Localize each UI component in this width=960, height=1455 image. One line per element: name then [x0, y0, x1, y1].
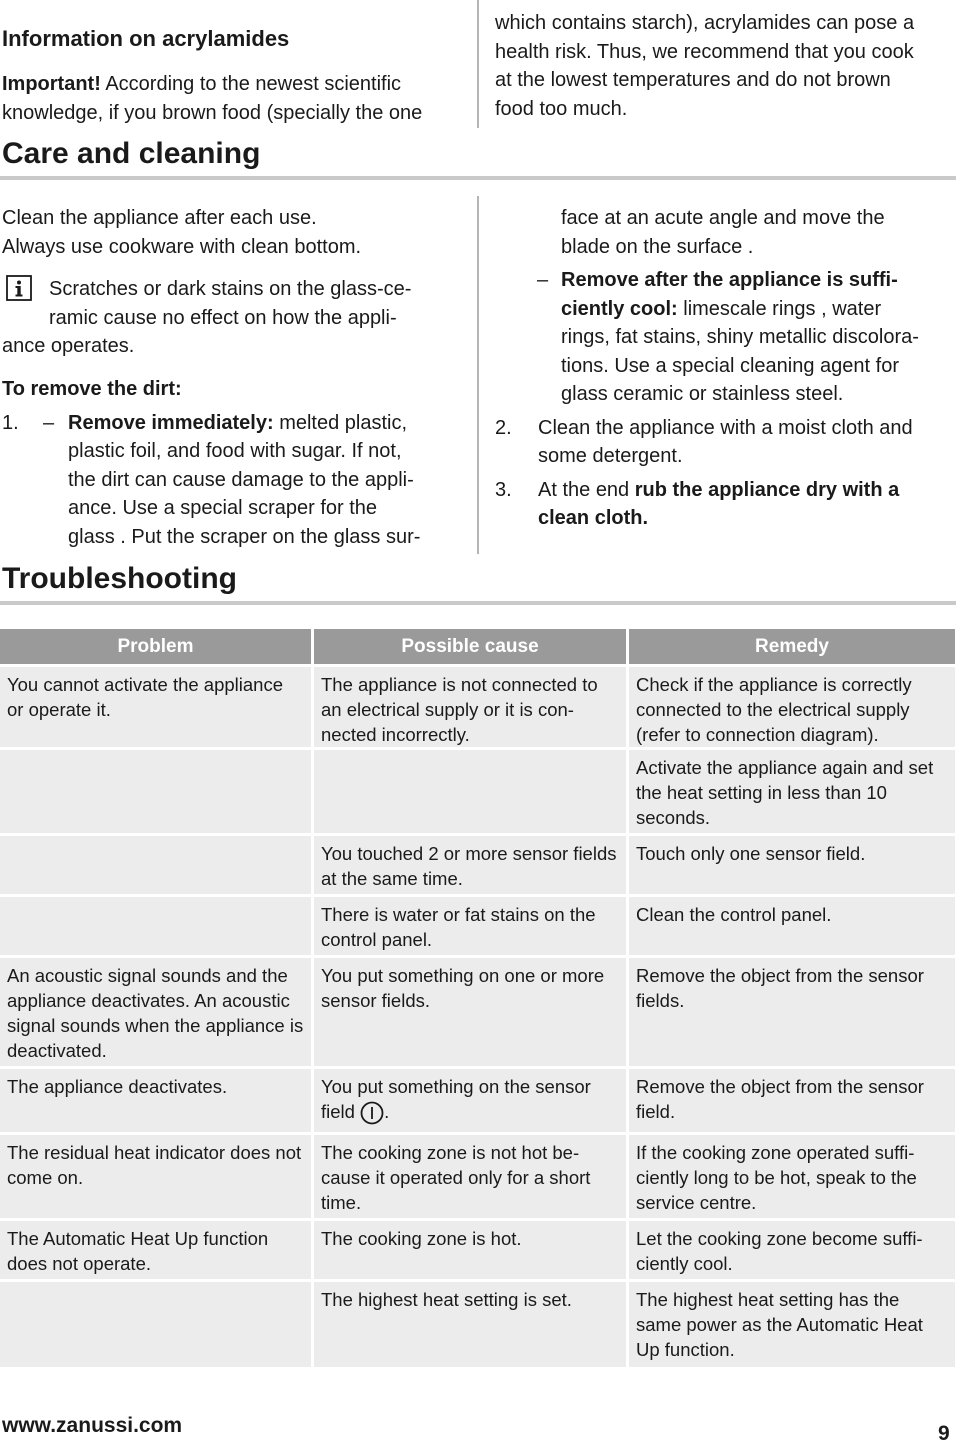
remedy-cell: Remove the object from the sensor fields. [629, 958, 955, 1066]
section-rule [0, 601, 956, 605]
step-line: At the end [538, 478, 635, 501]
step-3 [495, 476, 957, 533]
cause-cell [314, 750, 626, 833]
table-row [0, 667, 956, 747]
header-problem: Problem [0, 629, 311, 664]
step-bold-label: rub the appliance dry with a [634, 478, 900, 501]
problem-cell: An acoustic signal sounds and the appliance deactivates. An acoustic signal sounds when the appliance is deactivated. [0, 958, 311, 1066]
step-line: face at an acute angle and move the [561, 207, 885, 229]
cause-cell: The cooking zone is not hot be- cause it operated only for a short time. [314, 1135, 626, 1218]
troubleshooting-title: Troubleshooting [2, 562, 237, 595]
problem-cell: The Automatic Heat Up function does not operate. [0, 1221, 311, 1279]
acrylamides-text-right [495, 9, 957, 123]
cause-cell: You touched 2 or more sensor fields at the same time. [314, 836, 626, 894]
note-line: Scratches or dark stains on the glass-ce- [49, 278, 412, 300]
step-bold-label: clean cloth. [538, 507, 649, 529]
step-bold-label: ciently cool: [561, 297, 678, 320]
acrylamides-line: health risk. Thus, we recommend that you cook [495, 40, 914, 63]
section-rule [0, 176, 956, 180]
acrylamides-line: food too much. [495, 97, 628, 120]
step-line: ance. Use a special scraper for the [68, 497, 378, 519]
troubleshooting-table [0, 629, 956, 1370]
care-intro-line: Always use cookware with clean bottom. [2, 235, 362, 258]
acrylamides-line: According to the newest scientific [100, 73, 402, 95]
remedy-cell: Clean the control panel. [629, 897, 955, 955]
remedy-cell: Activate the appliance again and set the heat setting in less than 10 seconds. [629, 750, 955, 833]
step-line: Clean the appliance with a moist cloth and [538, 416, 913, 439]
info-note [2, 275, 472, 361]
note-line: ramic cause no effect on how the appli- [49, 306, 397, 329]
table-row [0, 1069, 956, 1132]
column-divider [477, 196, 479, 554]
step-line: some detergent. [538, 445, 683, 467]
table-row [0, 750, 956, 833]
table-row [0, 958, 956, 1066]
cause-cell: There is water or fat stains on the control panel. [314, 897, 626, 955]
step-line: glass . Put the scraper on the glass sur- [68, 525, 421, 548]
power-icon [360, 1101, 384, 1125]
problem-cell [0, 1282, 311, 1367]
page-number: 9 [938, 1422, 950, 1445]
remedy-cell: Touch only one sensor field. [629, 836, 955, 894]
care-right-column [495, 204, 957, 533]
header-remedy: Remedy [629, 629, 955, 664]
care-title: Care and cleaning [2, 137, 261, 170]
step-line: rings, fat stains, shiny metallic discolora- [561, 326, 919, 348]
step-line: the dirt can cause damage to the appli- [68, 468, 414, 491]
remedy-cell: The highest heat setting has the same power as the Automatic Heat Up function. [629, 1282, 955, 1367]
dash-bullet: – [43, 411, 55, 434]
step-number: 3. [495, 478, 512, 501]
remove-dirt-title: To remove the dirt: [2, 377, 182, 400]
step-1 [2, 409, 472, 552]
step-line: blade on the surface . [561, 235, 754, 258]
care-left-column [2, 204, 472, 551]
care-intro-line: Clean the appliance after each use. [2, 207, 317, 229]
step-number: 1. [2, 411, 19, 434]
acrylamides-text-left [2, 70, 472, 127]
problem-cell: You cannot activate the appliance or operate it. [0, 667, 311, 747]
cause-cell: The appliance is not connected to an electrical supply or it is con- nected incorrectly. [314, 667, 626, 747]
problem-cell [0, 897, 311, 955]
table-row [0, 1135, 956, 1218]
step-1b [495, 266, 957, 409]
header-cause: Possible cause [314, 629, 626, 664]
cause-cell [314, 1069, 626, 1132]
table-row [0, 1221, 956, 1279]
step-number: 2. [495, 416, 512, 439]
dash-bullet: – [537, 269, 549, 291]
remedy-cell: Let the cooking zone become suffi- ciently cool. [629, 1221, 955, 1279]
step-2 [495, 414, 957, 471]
cause-cell: The highest heat setting is set. [314, 1282, 626, 1367]
cause-text: You put something on the sensor field [321, 1076, 591, 1122]
acrylamides-line: knowledge, if you brown food (specially the one [2, 101, 423, 124]
remedy-cell: Check if the appliance is correctly connected to the electrical supply (refer to connection diagram). [629, 667, 955, 747]
column-divider [477, 0, 479, 128]
note-line: ance operates. [2, 335, 135, 357]
remedy-cell: If the cooking zone operated suffi- ciently long to be hot, speak to the service centre. [629, 1135, 955, 1218]
step-line: melted plastic, [273, 411, 408, 434]
step-line: glass ceramic or stainless steel. [561, 383, 844, 405]
problem-cell: The appliance deactivates. [0, 1069, 311, 1132]
problem-cell [0, 750, 311, 833]
info-icon [6, 275, 32, 301]
step-line: limescale rings , water [677, 297, 882, 320]
acrylamides-line: which contains starch), acrylamides can pose a [495, 12, 915, 34]
table-header-row [0, 629, 956, 664]
step-line: tions. Use a special cleaning agent for [561, 354, 899, 377]
acrylamides-line: at the lowest temperatures and do not brown [495, 69, 891, 91]
remedy-cell: Remove the object from the sensor field. [629, 1069, 955, 1132]
table-row [0, 1282, 956, 1367]
problem-cell [0, 836, 311, 894]
cause-cell: You put something on one or more sensor fields. [314, 958, 626, 1066]
table-row [0, 897, 956, 955]
table-row [0, 836, 956, 894]
step-line: plastic foil, and food with sugar. If not, [68, 440, 402, 462]
step-bold-label: Remove immediately: [68, 411, 274, 434]
problem-cell: The residual heat indicator does not come on. [0, 1135, 311, 1218]
important-label: Important! [2, 73, 101, 95]
footer-url[interactable]: www.zanussi.com [2, 1414, 183, 1437]
step-bold-label: Remove after the appliance is suffi- [561, 269, 898, 291]
acrylamides-title: Information on acrylamides [2, 26, 290, 51]
cause-period: . [384, 1101, 390, 1122]
cause-cell: The cooking zone is hot. [314, 1221, 626, 1279]
